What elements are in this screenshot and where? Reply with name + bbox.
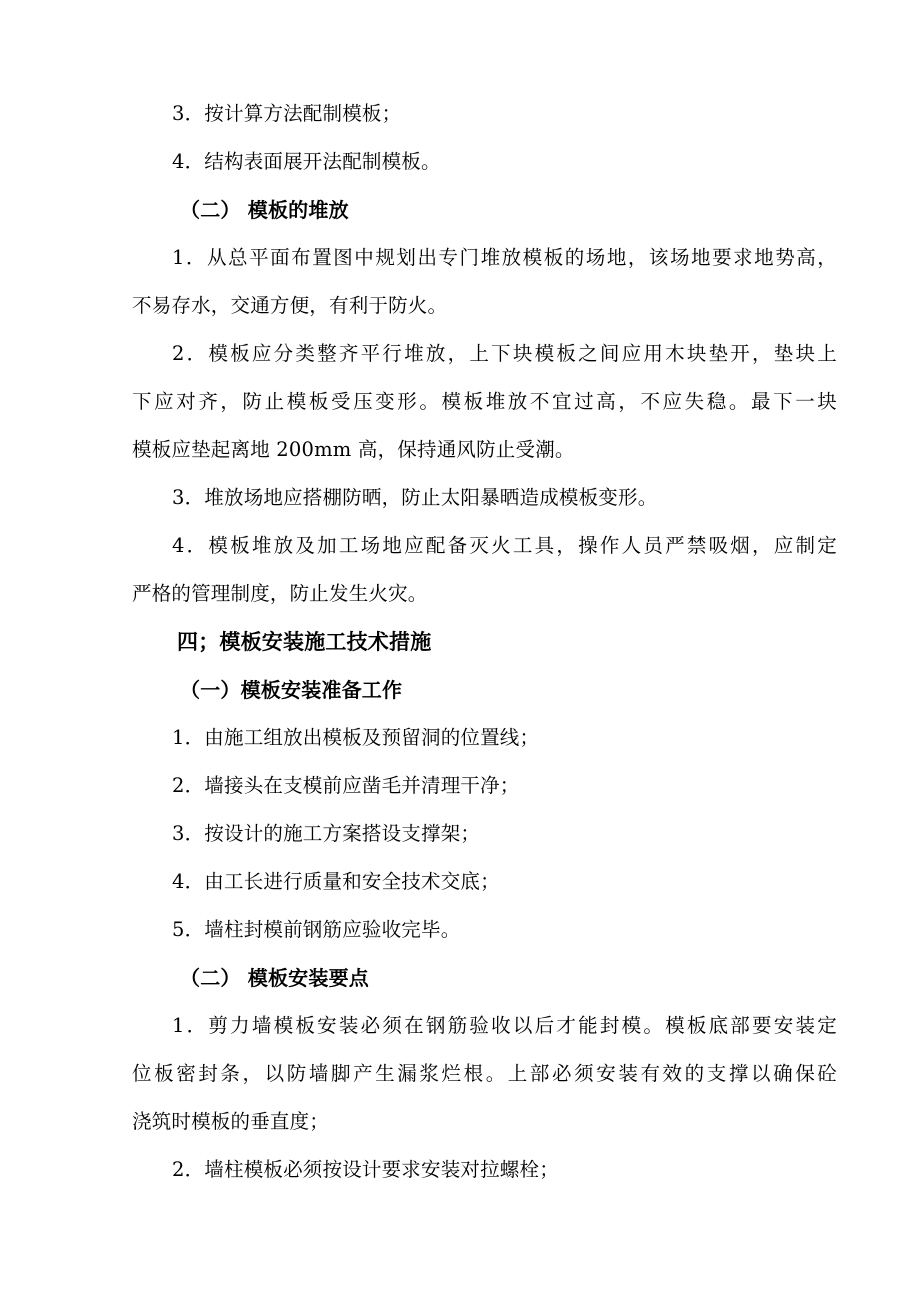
prep-item-3: 3．按设计的施工方案搭设支撑架；	[172, 822, 481, 845]
prep-item-5: 5．墙柱封模前钢筋应验收完毕。	[172, 918, 461, 941]
section-heading-stacking: （二） 模板的堆放	[180, 198, 349, 222]
key-point-1-line-3: 浇筑时模板的垂直度；	[132, 1110, 330, 1133]
prep-item-4: 4．由工长进行质量和安全技术交底；	[172, 870, 500, 893]
paragraph-2-line-3: 模板应垫起离地 200mm 高，保持通风防止受潮。	[132, 438, 575, 461]
section-heading-key-points: （二） 模板安装要点	[180, 966, 369, 990]
list-item-4-surface: 4．结构表面展开法配制模板。	[172, 150, 441, 173]
paragraph-1-line-2: 不易存水，交通方便，有利于防火。	[132, 294, 448, 317]
paragraph-4-line-1: 4．模板堆放及加工场地应配备灭火工具，操作人员严禁吸烟，应制定	[172, 534, 837, 557]
paragraph-1-line-1: 1．从总平面布置图中规划出专门堆放模板的场地，该场地要求地势高，	[172, 246, 837, 269]
prep-item-2: 2．墙接头在支模前应凿毛并清理干净；	[172, 774, 520, 797]
list-item-3-method: 3．按计算方法配制模板；	[172, 102, 402, 125]
paragraph-3: 3．堆放场地应搭棚防晒，防止太阳暴晒造成模板变形。	[172, 486, 658, 509]
section-heading-preparation: （一）模板安装准备工作	[180, 678, 403, 702]
paragraph-2-line-1: 2．模板应分类整齐平行堆放，上下块模板之间应用木块垫开，垫块上	[172, 342, 837, 365]
prep-item-1: 1．由施工组放出模板及预留洞的位置线；	[172, 726, 540, 749]
paragraph-2-line-2: 下应对齐，防止模板受压变形。模板堆放不宜过高，不应失稳。最下一块	[132, 390, 837, 413]
key-point-1-line-1: 1．剪力墙模板安装必须在钢筋验收以后才能封模。模板底部要安装定	[172, 1014, 837, 1037]
key-point-1-line-2: 位板密封条，以防墙脚产生漏浆烂根。上部必须安装有效的支撑以确保砼	[132, 1062, 837, 1085]
key-point-2: 2．墙柱模板必须按设计要求安装对拉螺栓；	[172, 1158, 559, 1181]
chapter-heading-installation: 四；模板安装施工技术措施	[177, 629, 432, 654]
paragraph-4-line-2: 严格的管理制度，防止发生火灾。	[132, 582, 428, 605]
